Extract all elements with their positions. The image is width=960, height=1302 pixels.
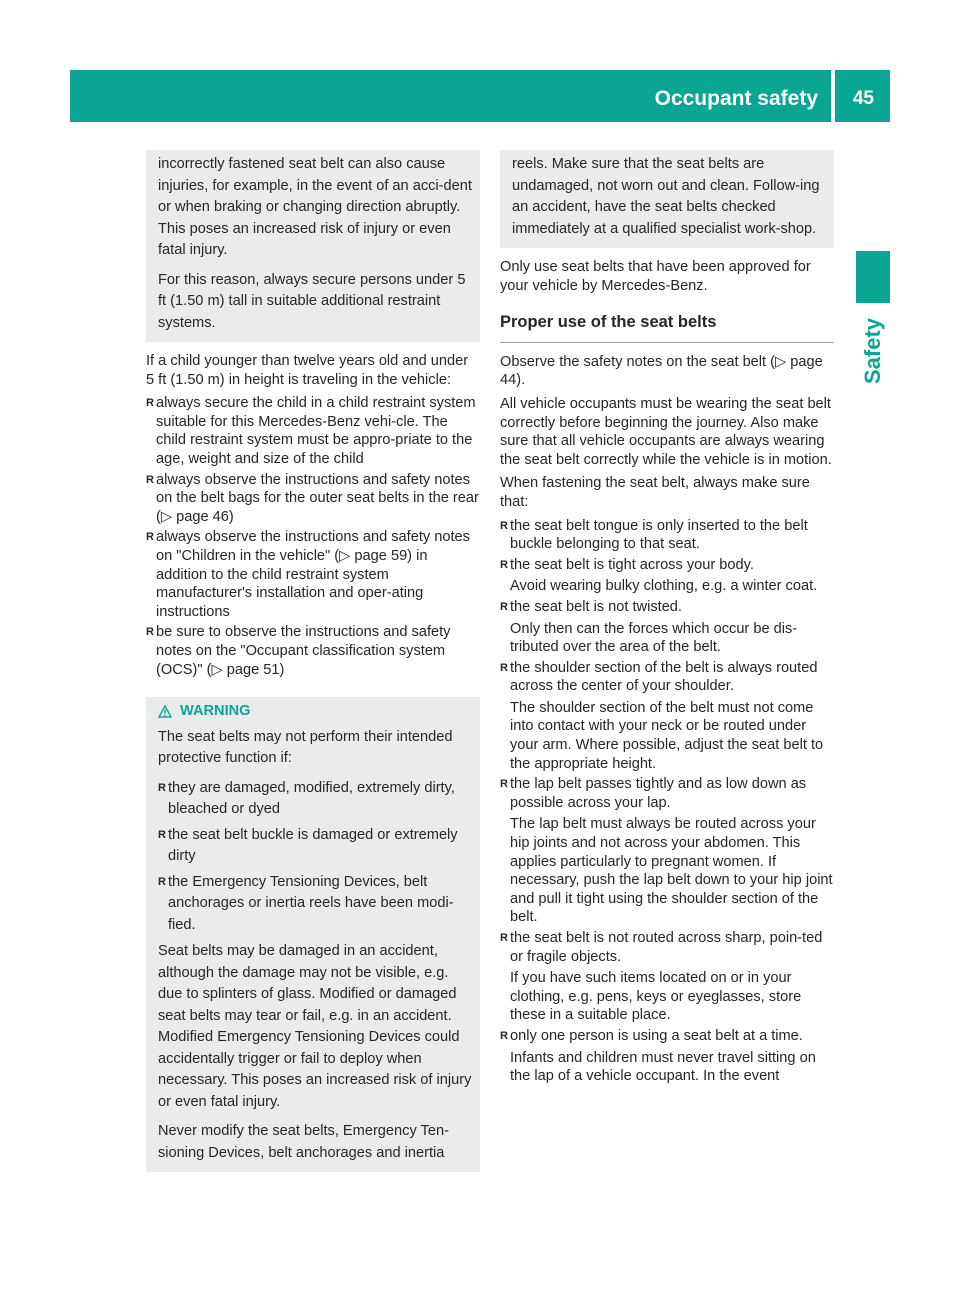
child-bullet-list	[146, 394, 480, 679]
bullet-icon: R	[146, 473, 154, 486]
list-item	[146, 471, 480, 527]
box-paragraph: incorrectly fastened seat belt can also cause injuries, for example, in the event of an acci-dent or when braking or changing direction abruptly. This poses an increased risk of injury or even fatal injury.	[158, 156, 472, 258]
body-paragraph: When fastening the seat belt, always make sure that:	[500, 475, 810, 510]
list-item-text: the lap belt passes tightly and as low down as possible across your lap.	[510, 776, 807, 811]
section-heading: Proper use of the seat belts	[500, 313, 834, 343]
bullet-icon: R	[500, 661, 508, 674]
warning-title: WARNING	[180, 703, 251, 720]
list-item	[158, 778, 472, 821]
box-paragraph: reels. Make sure that the seat belts are undamaged, not worn out and clean. Follow-ing an accident, have the seat belts checked immediately at a qualified specialist work-shop.	[512, 156, 820, 237]
header-title: Occupant safety	[654, 87, 818, 110]
right-column	[500, 150, 834, 1091]
bullet-icon: R	[500, 932, 508, 944]
list-item	[500, 556, 834, 596]
list-item-detail: Infants and children must never travel sitting on the lap of a vehicle occupant. In the event	[510, 1049, 816, 1085]
list-item	[500, 517, 834, 554]
list-item-text: the seat belt is tight across your body.	[510, 556, 754, 573]
bullet-icon: R	[146, 531, 154, 544]
warning-heading	[158, 702, 472, 721]
list-item	[158, 825, 472, 868]
list-item-text: they are damaged, modified, extremely dirty, bleached or dyed	[168, 779, 455, 818]
bullet-icon: R	[146, 626, 154, 639]
bullet-icon: R	[158, 828, 166, 841]
list-item-text: only one person is using a seat belt at a time.	[510, 1027, 803, 1044]
side-tab-label: Safety	[860, 317, 886, 385]
list-item-text: always secure the child in a child restraint system suitable for this Mercedes-Benz vehi-cle. The child restraint system must be appro-priate to the age, weight and size of the child	[156, 395, 476, 467]
list-item	[146, 394, 480, 468]
body-paragraph: Observe the safety notes on the seat belt (▷ page 44).	[500, 353, 823, 389]
continued-warning-box	[146, 150, 480, 342]
warning-paragraph: Seat belts may be damaged in an accident, although the damage may not be visible, e.g. due to splinters of glass. Modified or damaged seat belts may tear or fail, e.g. in an accident. Modified Emergency Tensioning Devices could accidentally trigger or fail to deploy when necessary. This poses an increased risk of injury or even fatal injury.	[158, 943, 472, 1110]
fastening-bullet-list	[500, 517, 834, 1086]
list-item	[146, 528, 480, 621]
list-item-detail: Only then can the forces which occur be dis-tributed over the area of the belt.	[510, 620, 798, 656]
bullet-icon: R	[158, 781, 166, 794]
body-paragraph: All vehicle occupants must be wearing the seat belt correctly before beginning the journey. Also make sure that all vehicle occupants are always wearing the seat belt correctly while the vehicle is in motion.	[500, 395, 832, 468]
list-item-detail: Avoid wearing bulky clothing, e.g. a winter coat.	[510, 578, 818, 595]
list-item	[500, 775, 834, 927]
list-item	[500, 1027, 834, 1086]
approval-note: Only use seat belts that have been approved for your vehicle by Mercedes-Benz.	[500, 259, 811, 294]
page-number: 45	[852, 88, 874, 109]
header-divider	[831, 70, 835, 122]
continued-warning-box	[500, 150, 834, 248]
side-tab-block	[856, 251, 890, 303]
list-item-detail: The lap belt must always be routed across your hip joints and not across your abdomen. This applies particularly to pregnant women. If necessary, push the lap belt down to your hip joint and pull it tight using the shoulder section of the belt.	[510, 816, 833, 926]
list-item	[500, 659, 834, 774]
list-item-detail: If you have such items located on or in your clothing, e.g. pens, keys or eyeglasses, store these in a suitable place.	[510, 970, 802, 1024]
bullet-icon: R	[500, 600, 508, 613]
warning-triangle-icon	[158, 705, 172, 718]
left-column	[146, 150, 480, 1172]
list-item-text: the seat belt tongue is only inserted to the belt buckle belonging to that seat.	[510, 517, 808, 553]
list-item-text: always observe the instructions and safety notes on "Children in the vehicle" (▷ page 59) in addition to the child restraint system manufacturer's installation and oper-ating instructions	[156, 529, 470, 620]
page-header	[70, 70, 890, 122]
side-tab	[848, 316, 898, 386]
warning-bullet-list	[158, 778, 472, 937]
list-item-text: always observe the instructions and safety notes on the belt bags for the outer seat belts in the rear (▷ page 46)	[156, 471, 479, 525]
list-item-text: the seat belt is not twisted.	[510, 598, 682, 615]
list-item	[158, 872, 472, 937]
warning-intro: The seat belts may not perform their intended protective function if:	[158, 728, 453, 767]
box-paragraph: For this reason, always secure persons under 5 ft (1.50 m) tall in suitable additional restraint systems.	[158, 271, 466, 331]
warning-paragraph: Never modify the seat belts, Emergency Ten-sioning Devices, belt anchorages and inertia	[158, 1123, 449, 1161]
bullet-icon: R	[500, 1029, 508, 1042]
list-item-text: the seat belt is not routed across sharp, poin-ted or fragile objects.	[510, 930, 823, 965]
bullet-icon: R	[146, 397, 154, 410]
warning-box	[146, 697, 480, 1172]
list-item-text: the seat belt buckle is damaged or extremely dirty	[168, 826, 458, 865]
list-item	[146, 623, 480, 679]
bullet-icon: R	[158, 875, 166, 888]
list-item-text: be sure to observe the instructions and safety notes on the "Occupant classification system (OCS)" (▷ page 51)	[156, 624, 451, 678]
list-item-detail: The shoulder section of the belt must not come into contact with your neck or be routed under your arm. Where possible, adjust the seat belt to the appropriate height.	[510, 699, 824, 772]
bullet-icon: R	[500, 778, 508, 791]
bullet-icon: R	[500, 558, 508, 571]
list-item	[500, 929, 834, 1025]
child-intro: If a child younger than twelve years old and under 5 ft (1.50 m) in height is traveling in the vehicle:	[146, 353, 469, 388]
list-item	[500, 598, 834, 657]
list-item-text: the Emergency Tensioning Devices, belt anchorages or inertia reels have been modi-fied.	[168, 873, 454, 933]
bullet-icon: R	[500, 519, 508, 532]
list-item-text: the shoulder section of the belt is always routed across the center of your shoulder.	[510, 659, 818, 695]
